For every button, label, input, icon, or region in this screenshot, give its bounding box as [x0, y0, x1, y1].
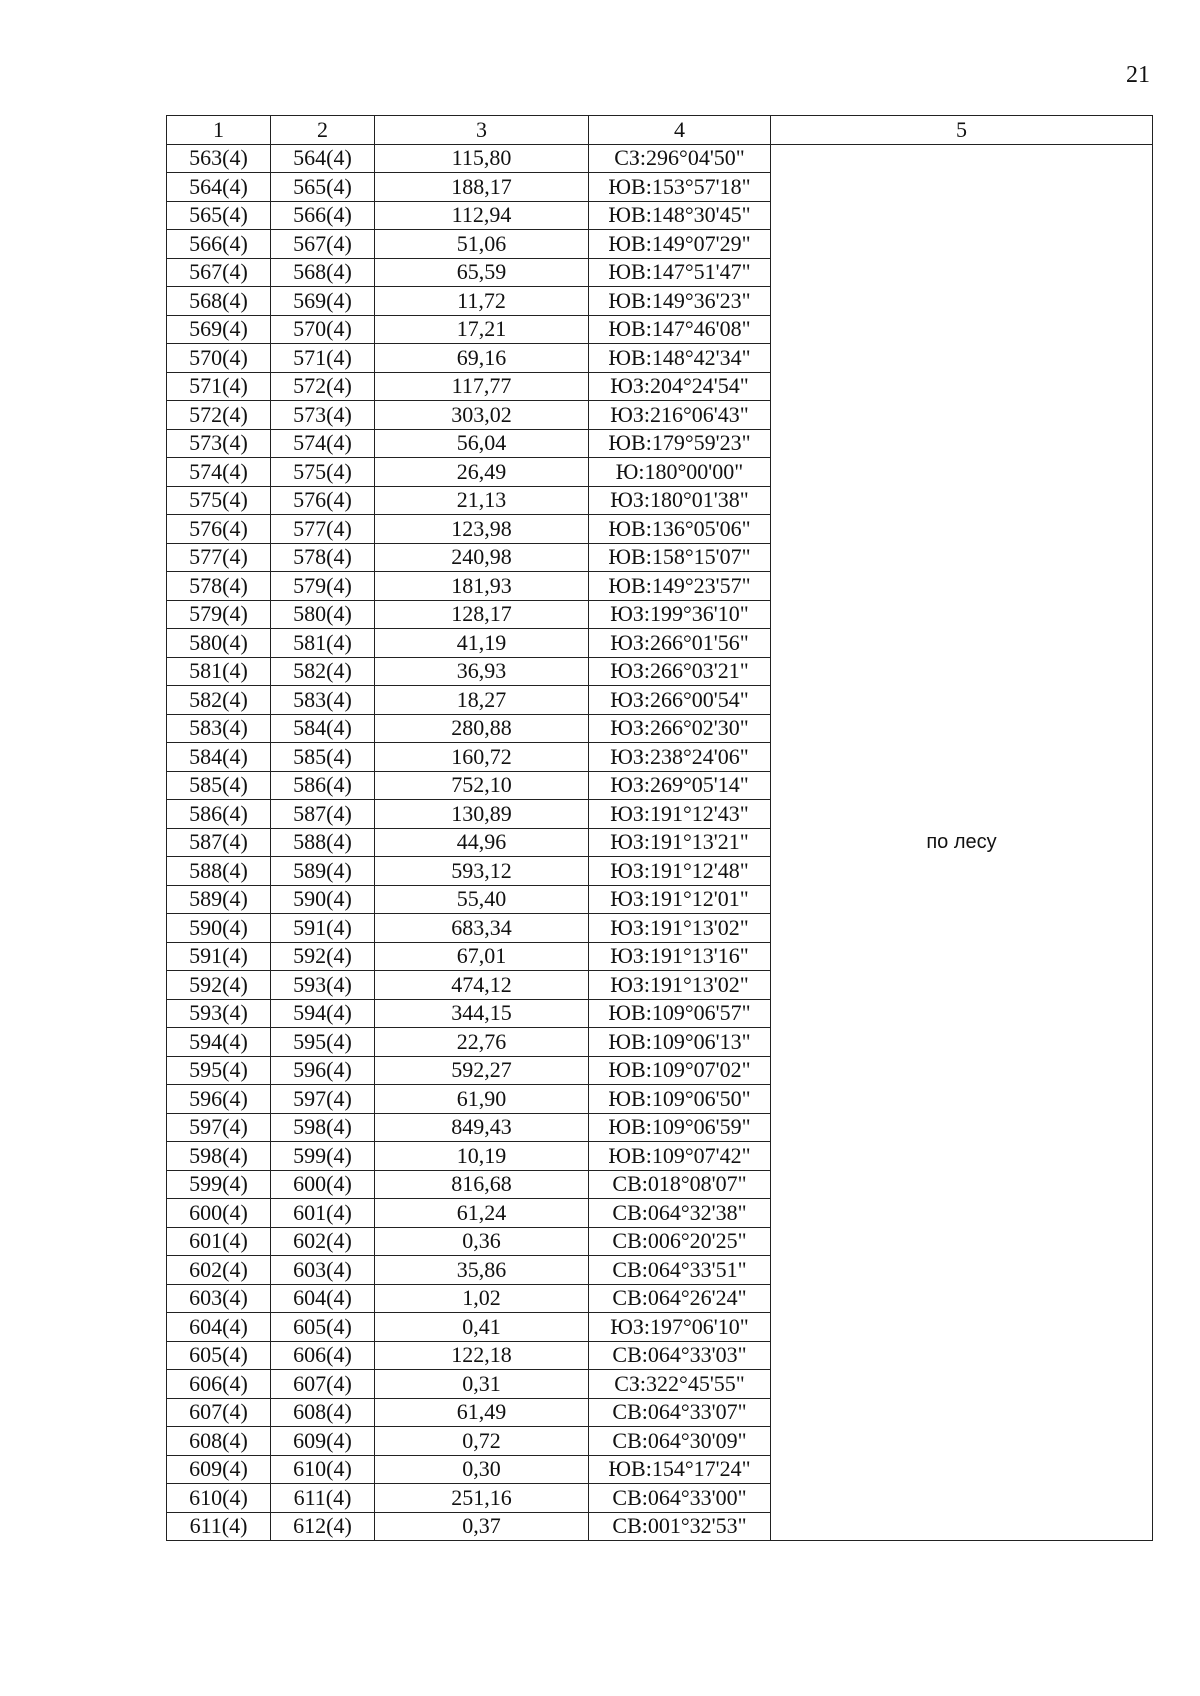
to-point-cell: 565(4) [271, 173, 375, 202]
to-point-cell: 601(4) [271, 1199, 375, 1228]
distance-cell: 344,15 [375, 999, 589, 1028]
from-point-cell: 585(4) [167, 771, 271, 800]
bearing-cell: ЮВ:149°23'57" [589, 572, 771, 601]
to-point-cell: 589(4) [271, 857, 375, 886]
distance-cell: 18,27 [375, 686, 589, 715]
bearing-cell: Ю:180°00'00" [589, 458, 771, 487]
bearing-cell: ЮВ:136°05'06" [589, 515, 771, 544]
from-point-cell: 584(4) [167, 743, 271, 772]
from-point-cell: 573(4) [167, 429, 271, 458]
bearing-cell: ЮЗ:191°12'48" [589, 857, 771, 886]
from-point-cell: 595(4) [167, 1056, 271, 1085]
to-point-cell: 610(4) [271, 1455, 375, 1484]
to-point-cell: 573(4) [271, 401, 375, 430]
distance-cell: 0,36 [375, 1227, 589, 1256]
bearing-cell: СВ:018°08'07" [589, 1170, 771, 1199]
from-point-cell: 609(4) [167, 1455, 271, 1484]
distance-cell: 0,31 [375, 1370, 589, 1399]
to-point-cell: 572(4) [271, 372, 375, 401]
bearing-cell: СВ:064°32'38" [589, 1199, 771, 1228]
bearing-cell: ЮВ:153°57'18" [589, 173, 771, 202]
bearing-cell: ЮВ:149°36'23" [589, 287, 771, 316]
to-point-cell: 591(4) [271, 914, 375, 943]
to-point-cell: 582(4) [271, 657, 375, 686]
bearing-cell: ЮЗ:180°01'38" [589, 486, 771, 515]
distance-cell: 117,77 [375, 372, 589, 401]
distance-cell: 593,12 [375, 857, 589, 886]
distance-cell: 61,24 [375, 1199, 589, 1228]
from-point-cell: 569(4) [167, 315, 271, 344]
distance-cell: 280,88 [375, 714, 589, 743]
distance-cell: 35,86 [375, 1256, 589, 1285]
distance-cell: 130,89 [375, 800, 589, 829]
to-point-cell: 611(4) [271, 1484, 375, 1513]
table-row [167, 144, 1153, 173]
bearing-cell: ЮЗ:266°00'54" [589, 686, 771, 715]
from-point-cell: 611(4) [167, 1512, 271, 1541]
bearing-cell: ЮЗ:199°36'10" [589, 600, 771, 629]
to-point-cell: 588(4) [271, 828, 375, 857]
distance-cell: 188,17 [375, 173, 589, 202]
distance-cell: 22,76 [375, 1028, 589, 1057]
distance-cell: 112,94 [375, 201, 589, 230]
header-row [167, 116, 1153, 145]
distance-cell: 51,06 [375, 230, 589, 259]
from-point-cell: 603(4) [167, 1284, 271, 1313]
from-point-cell: 610(4) [167, 1484, 271, 1513]
from-point-cell: 567(4) [167, 258, 271, 287]
from-point-cell: 565(4) [167, 201, 271, 230]
to-point-cell: 564(4) [271, 144, 375, 173]
bearing-cell: ЮЗ:191°13'21" [589, 828, 771, 857]
bearing-cell: СВ:001°32'53" [589, 1512, 771, 1541]
bearing-cell: ЮВ:158°15'07" [589, 543, 771, 572]
distance-cell: 160,72 [375, 743, 589, 772]
bearing-cell: ЮЗ:266°03'21" [589, 657, 771, 686]
distance-cell: 240,98 [375, 543, 589, 572]
header-col-2: 2 [271, 116, 375, 145]
from-point-cell: 583(4) [167, 714, 271, 743]
distance-cell: 251,16 [375, 1484, 589, 1513]
from-point-cell: 602(4) [167, 1256, 271, 1285]
distance-cell: 123,98 [375, 515, 589, 544]
from-point-cell: 577(4) [167, 543, 271, 572]
distance-cell: 115,80 [375, 144, 589, 173]
from-point-cell: 582(4) [167, 686, 271, 715]
from-point-cell: 599(4) [167, 1170, 271, 1199]
to-point-cell: 579(4) [271, 572, 375, 601]
bearing-cell: ЮЗ:204°24'54" [589, 372, 771, 401]
from-point-cell: 589(4) [167, 885, 271, 914]
boundary-note-cell: по лесу [771, 144, 1153, 1541]
distance-cell: 0,37 [375, 1512, 589, 1541]
distance-cell: 0,41 [375, 1313, 589, 1342]
to-point-cell: 597(4) [271, 1085, 375, 1114]
bearing-cell: СВ:064°33'51" [589, 1256, 771, 1285]
bearing-cell: ЮЗ:269°05'14" [589, 771, 771, 800]
distance-cell: 683,34 [375, 914, 589, 943]
from-point-cell: 586(4) [167, 800, 271, 829]
bearing-cell: СВ:064°30'09" [589, 1427, 771, 1456]
to-point-cell: 606(4) [271, 1341, 375, 1370]
distance-cell: 1,02 [375, 1284, 589, 1313]
from-point-cell: 588(4) [167, 857, 271, 886]
bearing-cell: СВ:064°26'24" [589, 1284, 771, 1313]
bearing-cell: ЮЗ:191°13'16" [589, 942, 771, 971]
bearing-cell: ЮВ:109°07'02" [589, 1056, 771, 1085]
bearing-cell: ЮВ:109°07'42" [589, 1142, 771, 1171]
from-point-cell: 590(4) [167, 914, 271, 943]
to-point-cell: 594(4) [271, 999, 375, 1028]
from-point-cell: 580(4) [167, 629, 271, 658]
bearing-cell: СЗ:296°04'50" [589, 144, 771, 173]
from-point-cell: 570(4) [167, 344, 271, 373]
from-point-cell: 608(4) [167, 1427, 271, 1456]
to-point-cell: 603(4) [271, 1256, 375, 1285]
from-point-cell: 605(4) [167, 1341, 271, 1370]
from-point-cell: 572(4) [167, 401, 271, 430]
distance-cell: 26,49 [375, 458, 589, 487]
from-point-cell: 606(4) [167, 1370, 271, 1399]
to-point-cell: 605(4) [271, 1313, 375, 1342]
header-col-1: 1 [167, 116, 271, 145]
bearing-cell: СВ:064°33'00" [589, 1484, 771, 1513]
to-point-cell: 568(4) [271, 258, 375, 287]
from-point-cell: 563(4) [167, 144, 271, 173]
from-point-cell: 574(4) [167, 458, 271, 487]
distance-cell: 69,16 [375, 344, 589, 373]
to-point-cell: 593(4) [271, 971, 375, 1000]
bearing-cell: СВ:064°33'07" [589, 1398, 771, 1427]
distance-cell: 181,93 [375, 572, 589, 601]
to-point-cell: 612(4) [271, 1512, 375, 1541]
from-point-cell: 587(4) [167, 828, 271, 857]
distance-cell: 41,19 [375, 629, 589, 658]
bearing-cell: ЮЗ:191°13'02" [589, 971, 771, 1000]
distance-cell: 474,12 [375, 971, 589, 1000]
distance-cell: 0,72 [375, 1427, 589, 1456]
to-point-cell: 570(4) [271, 315, 375, 344]
bearing-cell: ЮЗ:238°24'06" [589, 743, 771, 772]
bearing-cell: ЮЗ:197°06'10" [589, 1313, 771, 1342]
from-point-cell: 592(4) [167, 971, 271, 1000]
header-col-4: 4 [589, 116, 771, 145]
bearing-cell: ЮВ:148°42'34" [589, 344, 771, 373]
to-point-cell: 575(4) [271, 458, 375, 487]
to-point-cell: 600(4) [271, 1170, 375, 1199]
from-point-cell: 576(4) [167, 515, 271, 544]
to-point-cell: 595(4) [271, 1028, 375, 1057]
bearing-cell: ЮВ:109°06'59" [589, 1113, 771, 1142]
bearing-cell: ЮВ:109°06'57" [589, 999, 771, 1028]
from-point-cell: 598(4) [167, 1142, 271, 1171]
table-body [167, 144, 1153, 1541]
bearing-cell: ЮВ:147°51'47" [589, 258, 771, 287]
table-header [167, 116, 1153, 145]
to-point-cell: 599(4) [271, 1142, 375, 1171]
from-point-cell: 593(4) [167, 999, 271, 1028]
distance-cell: 849,43 [375, 1113, 589, 1142]
from-point-cell: 575(4) [167, 486, 271, 515]
distance-cell: 816,68 [375, 1170, 589, 1199]
from-point-cell: 607(4) [167, 1398, 271, 1427]
bearing-cell: СЗ:322°45'55" [589, 1370, 771, 1399]
to-point-cell: 596(4) [271, 1056, 375, 1085]
to-point-cell: 576(4) [271, 486, 375, 515]
from-point-cell: 594(4) [167, 1028, 271, 1057]
distance-cell: 592,27 [375, 1056, 589, 1085]
page-number: 21 [1126, 62, 1150, 88]
from-point-cell: 564(4) [167, 173, 271, 202]
from-point-cell: 568(4) [167, 287, 271, 316]
to-point-cell: 581(4) [271, 629, 375, 658]
to-point-cell: 566(4) [271, 201, 375, 230]
bearing-cell: СВ:064°33'03" [589, 1341, 771, 1370]
from-point-cell: 591(4) [167, 942, 271, 971]
bearing-cell: ЮЗ:266°01'56" [589, 629, 771, 658]
boundary-table [166, 115, 1153, 1541]
from-point-cell: 581(4) [167, 657, 271, 686]
to-point-cell: 592(4) [271, 942, 375, 971]
bearing-cell: ЮЗ:191°12'01" [589, 885, 771, 914]
to-point-cell: 602(4) [271, 1227, 375, 1256]
bearing-cell: ЮВ:149°07'29" [589, 230, 771, 259]
from-point-cell: 571(4) [167, 372, 271, 401]
distance-cell: 303,02 [375, 401, 589, 430]
to-point-cell: 609(4) [271, 1427, 375, 1456]
from-point-cell: 596(4) [167, 1085, 271, 1114]
bearing-cell: СВ:006°20'25" [589, 1227, 771, 1256]
to-point-cell: 580(4) [271, 600, 375, 629]
distance-cell: 65,59 [375, 258, 589, 287]
distance-cell: 61,49 [375, 1398, 589, 1427]
distance-cell: 10,19 [375, 1142, 589, 1171]
to-point-cell: 590(4) [271, 885, 375, 914]
distance-cell: 61,90 [375, 1085, 589, 1114]
from-point-cell: 597(4) [167, 1113, 271, 1142]
to-point-cell: 567(4) [271, 230, 375, 259]
to-point-cell: 577(4) [271, 515, 375, 544]
from-point-cell: 600(4) [167, 1199, 271, 1228]
to-point-cell: 569(4) [271, 287, 375, 316]
from-point-cell: 566(4) [167, 230, 271, 259]
distance-cell: 56,04 [375, 429, 589, 458]
from-point-cell: 604(4) [167, 1313, 271, 1342]
bearing-cell: ЮВ:148°30'45" [589, 201, 771, 230]
distance-cell: 55,40 [375, 885, 589, 914]
distance-cell: 0,30 [375, 1455, 589, 1484]
to-point-cell: 587(4) [271, 800, 375, 829]
bearing-cell: ЮВ:179°59'23" [589, 429, 771, 458]
to-point-cell: 607(4) [271, 1370, 375, 1399]
to-point-cell: 585(4) [271, 743, 375, 772]
bearing-cell: ЮЗ:216°06'43" [589, 401, 771, 430]
distance-cell: 122,18 [375, 1341, 589, 1370]
from-point-cell: 578(4) [167, 572, 271, 601]
header-col-5: 5 [771, 116, 1153, 145]
distance-cell: 11,72 [375, 287, 589, 316]
bearing-cell: ЮЗ:191°13'02" [589, 914, 771, 943]
bearing-cell: ЮВ:109°06'50" [589, 1085, 771, 1114]
to-point-cell: 571(4) [271, 344, 375, 373]
distance-cell: 21,13 [375, 486, 589, 515]
from-point-cell: 579(4) [167, 600, 271, 629]
distance-cell: 128,17 [375, 600, 589, 629]
header-col-3: 3 [375, 116, 589, 145]
distance-cell: 67,01 [375, 942, 589, 971]
to-point-cell: 578(4) [271, 543, 375, 572]
to-point-cell: 586(4) [271, 771, 375, 800]
distance-cell: 752,10 [375, 771, 589, 800]
to-point-cell: 604(4) [271, 1284, 375, 1313]
bearing-cell: ЮВ:154°17'24" [589, 1455, 771, 1484]
distance-cell: 17,21 [375, 315, 589, 344]
bearing-cell: ЮЗ:191°12'43" [589, 800, 771, 829]
to-point-cell: 583(4) [271, 686, 375, 715]
bearing-cell: ЮВ:147°46'08" [589, 315, 771, 344]
bearing-cell: ЮВ:109°06'13" [589, 1028, 771, 1057]
to-point-cell: 584(4) [271, 714, 375, 743]
to-point-cell: 598(4) [271, 1113, 375, 1142]
distance-cell: 44,96 [375, 828, 589, 857]
distance-cell: 36,93 [375, 657, 589, 686]
from-point-cell: 601(4) [167, 1227, 271, 1256]
to-point-cell: 574(4) [271, 429, 375, 458]
to-point-cell: 608(4) [271, 1398, 375, 1427]
bearing-cell: ЮЗ:266°02'30" [589, 714, 771, 743]
